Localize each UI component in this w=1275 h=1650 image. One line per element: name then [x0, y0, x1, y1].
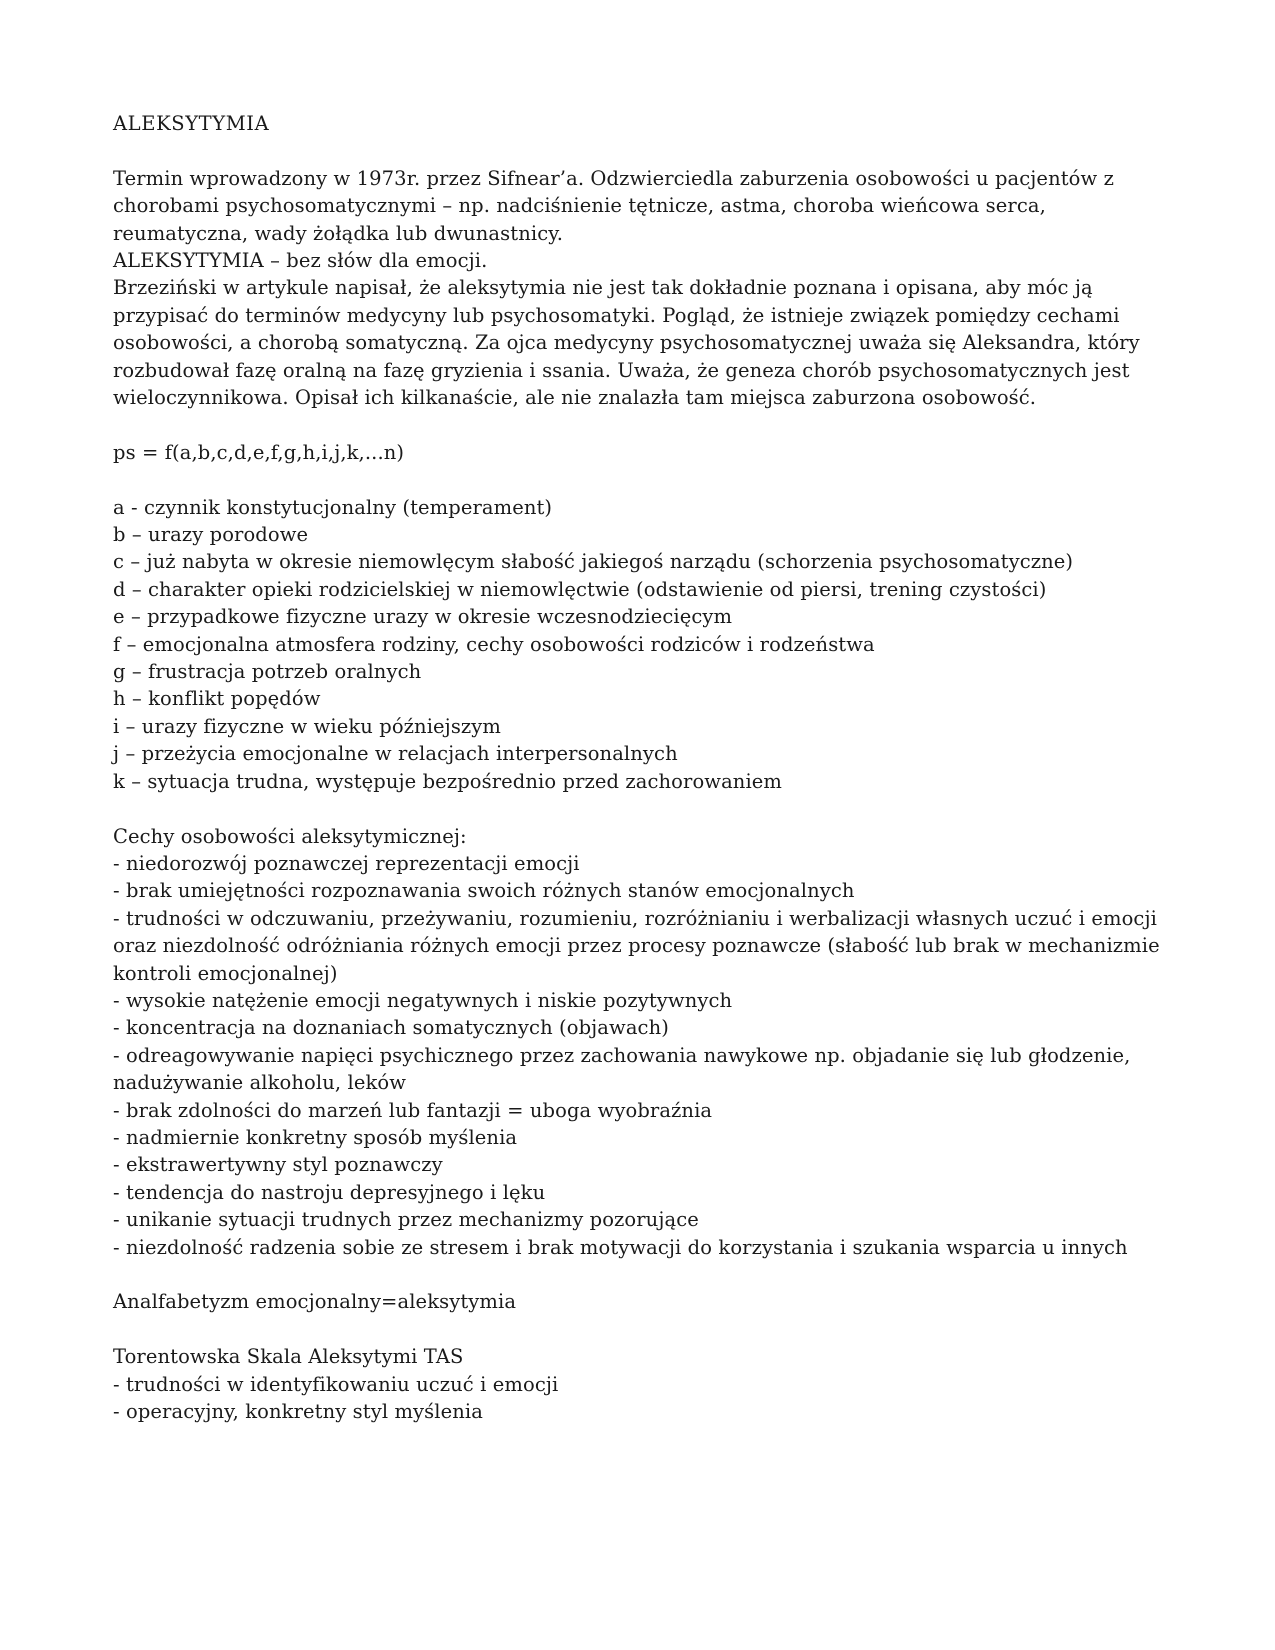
factor-line-d: d – charakter opieki rodzicielskiej w niemowlęctwie (odstawienie od piersi, trening czystości)	[113, 577, 1047, 601]
trait-line: - niedorozwój poznawczej reprezentacji emocji	[113, 851, 580, 875]
factors-list	[113, 494, 1165, 795]
tas-list	[113, 1371, 1165, 1426]
blank-line	[113, 1316, 1165, 1343]
trait-line: - nadmiernie konkretny sposób myślenia	[113, 1125, 518, 1149]
traits-list	[113, 850, 1165, 1261]
body-paragraph: Brzeziński w artykule napisał, że aleksytymia nie jest tak dokładnie poznana i opisana, aby móc ją przypisać do terminów medycyny lub psychosomatyki. Pogląd, że istnieje związek pomiędzy cechami osobowości, a chorobą somatyczną. Za ojca medycyny psychosomatycznej uważa się Aleksandra, który rozbudował fazę oralną na fazę gryzienia i ssania. Uważa, że geneza chorób psychosomatycznych jest wieloczynnikowa. Opisał ich kilkanaście, ale nie znalazła tam miejsca zaburzona osobowość.	[113, 276, 1140, 410]
equivalence-line: Analfabetyzm emocjonalny=aleksytymia	[113, 1290, 517, 1314]
trait-line: - unikanie sytuacji trudnych przez mechanizmy pozorujące	[113, 1208, 699, 1232]
trait-line: - niezdolność radzenia sobie ze stresem i brak motywacji do korzystania i szukania wsparcia u innych	[113, 1235, 1128, 1259]
factor-line-e: e – przypadkowe fizyczne urazy w okresie wczesnodziecięcym	[113, 605, 733, 629]
trait-line: - tendencja do nastroju depresyjnego i lęku	[113, 1180, 546, 1204]
tas-item-line: - trudności w identyfikowaniu uczuć i emocji	[113, 1372, 559, 1396]
blank-line	[113, 1261, 1165, 1288]
blank-line	[113, 466, 1165, 493]
trait-line: - wysokie natężenie emocji negatywnych i niskie pozytywnych	[113, 988, 733, 1012]
tas-heading: Torentowska Skala Aleksytymi TAS	[113, 1345, 464, 1369]
tas-item-line: - operacyjny, konkretny styl myślenia	[113, 1400, 483, 1423]
blank-line	[113, 795, 1165, 822]
page-title: ALEKSYTYMIA	[113, 112, 270, 135]
factor-line-k: k – sytuacja trudna, występuje bezpośrednio przed zachorowaniem	[113, 769, 783, 793]
factor-line-h: h – konflikt popędów	[113, 687, 321, 711]
trait-line: - trudności w odczuwaniu, przeżywaniu, rozumieniu, rozróżnianiu i werbalizacji własnych uczuć i emocji oraz niezdolność odróżniania różnych emocji przez procesy poznawcze (słabość lub brak w mechanizmie kontroli emocjonalnej)	[113, 906, 1160, 985]
traits-heading: Cechy osobowości aleksytymicznej:	[113, 824, 467, 848]
intro-paragraph: Termin wprowadzony w 1973r. przez Sifnear’a. Odzwierciedla zaburzenia osobowości u pacjentów z chorobami psychosomatycznymi – np. nadciśnienie tętnicze, astma, choroba wieńcowa serca, reumatyczna, wady żołądka lub dwunastnicy.	[113, 166, 1114, 245]
factor-line-b: b – urazy porodowe	[113, 523, 309, 547]
factor-line-f: f – emocjonalna atmosfera rodziny, cechy osobowości rodziców i rodzeństwa	[113, 632, 875, 656]
trait-line: - brak zdolności do marzeń lub fantazji = uboga wyobraźnia	[113, 1098, 713, 1122]
factor-line-j: j – przeżycia emocjonalne w relacjach interpersonalnych	[113, 742, 678, 766]
trait-line: - koncentracja na doznaniach somatycznych (objawach)	[113, 1016, 669, 1040]
trait-line: - ekstrawertywny styl poznawczy	[113, 1153, 443, 1177]
formula-line: ps = f(a,b,c,d,e,f,g,h,i,j,k,...n)	[113, 440, 405, 464]
blank-line	[113, 137, 1165, 164]
factor-line-a: a - czynnik konstytucjonalny (temperament)	[113, 495, 553, 519]
trait-line: - odreagowywanie napięci psychicznego przez zachowania nawykowe np. objadanie się lub głodzenie, nadużywanie alkoholu, leków	[113, 1043, 1131, 1095]
trait-line: - brak umiejętności rozpoznawania swoich różnych stanów emocjonalnych	[113, 879, 855, 903]
factor-line-g: g – frustracja potrzeb oralnych	[113, 660, 422, 684]
blank-line	[113, 411, 1165, 438]
factor-line-i: i – urazy fizyczne w wieku późniejszym	[113, 714, 502, 738]
subtitle-line: ALEKSYTYMIA – bez słów dla emocji.	[113, 249, 488, 273]
factor-line-c: c – już nabyta w okresie niemowlęcym słabość jakiegoś narządu (schorzenia psychosomatyczne)	[113, 550, 1074, 574]
